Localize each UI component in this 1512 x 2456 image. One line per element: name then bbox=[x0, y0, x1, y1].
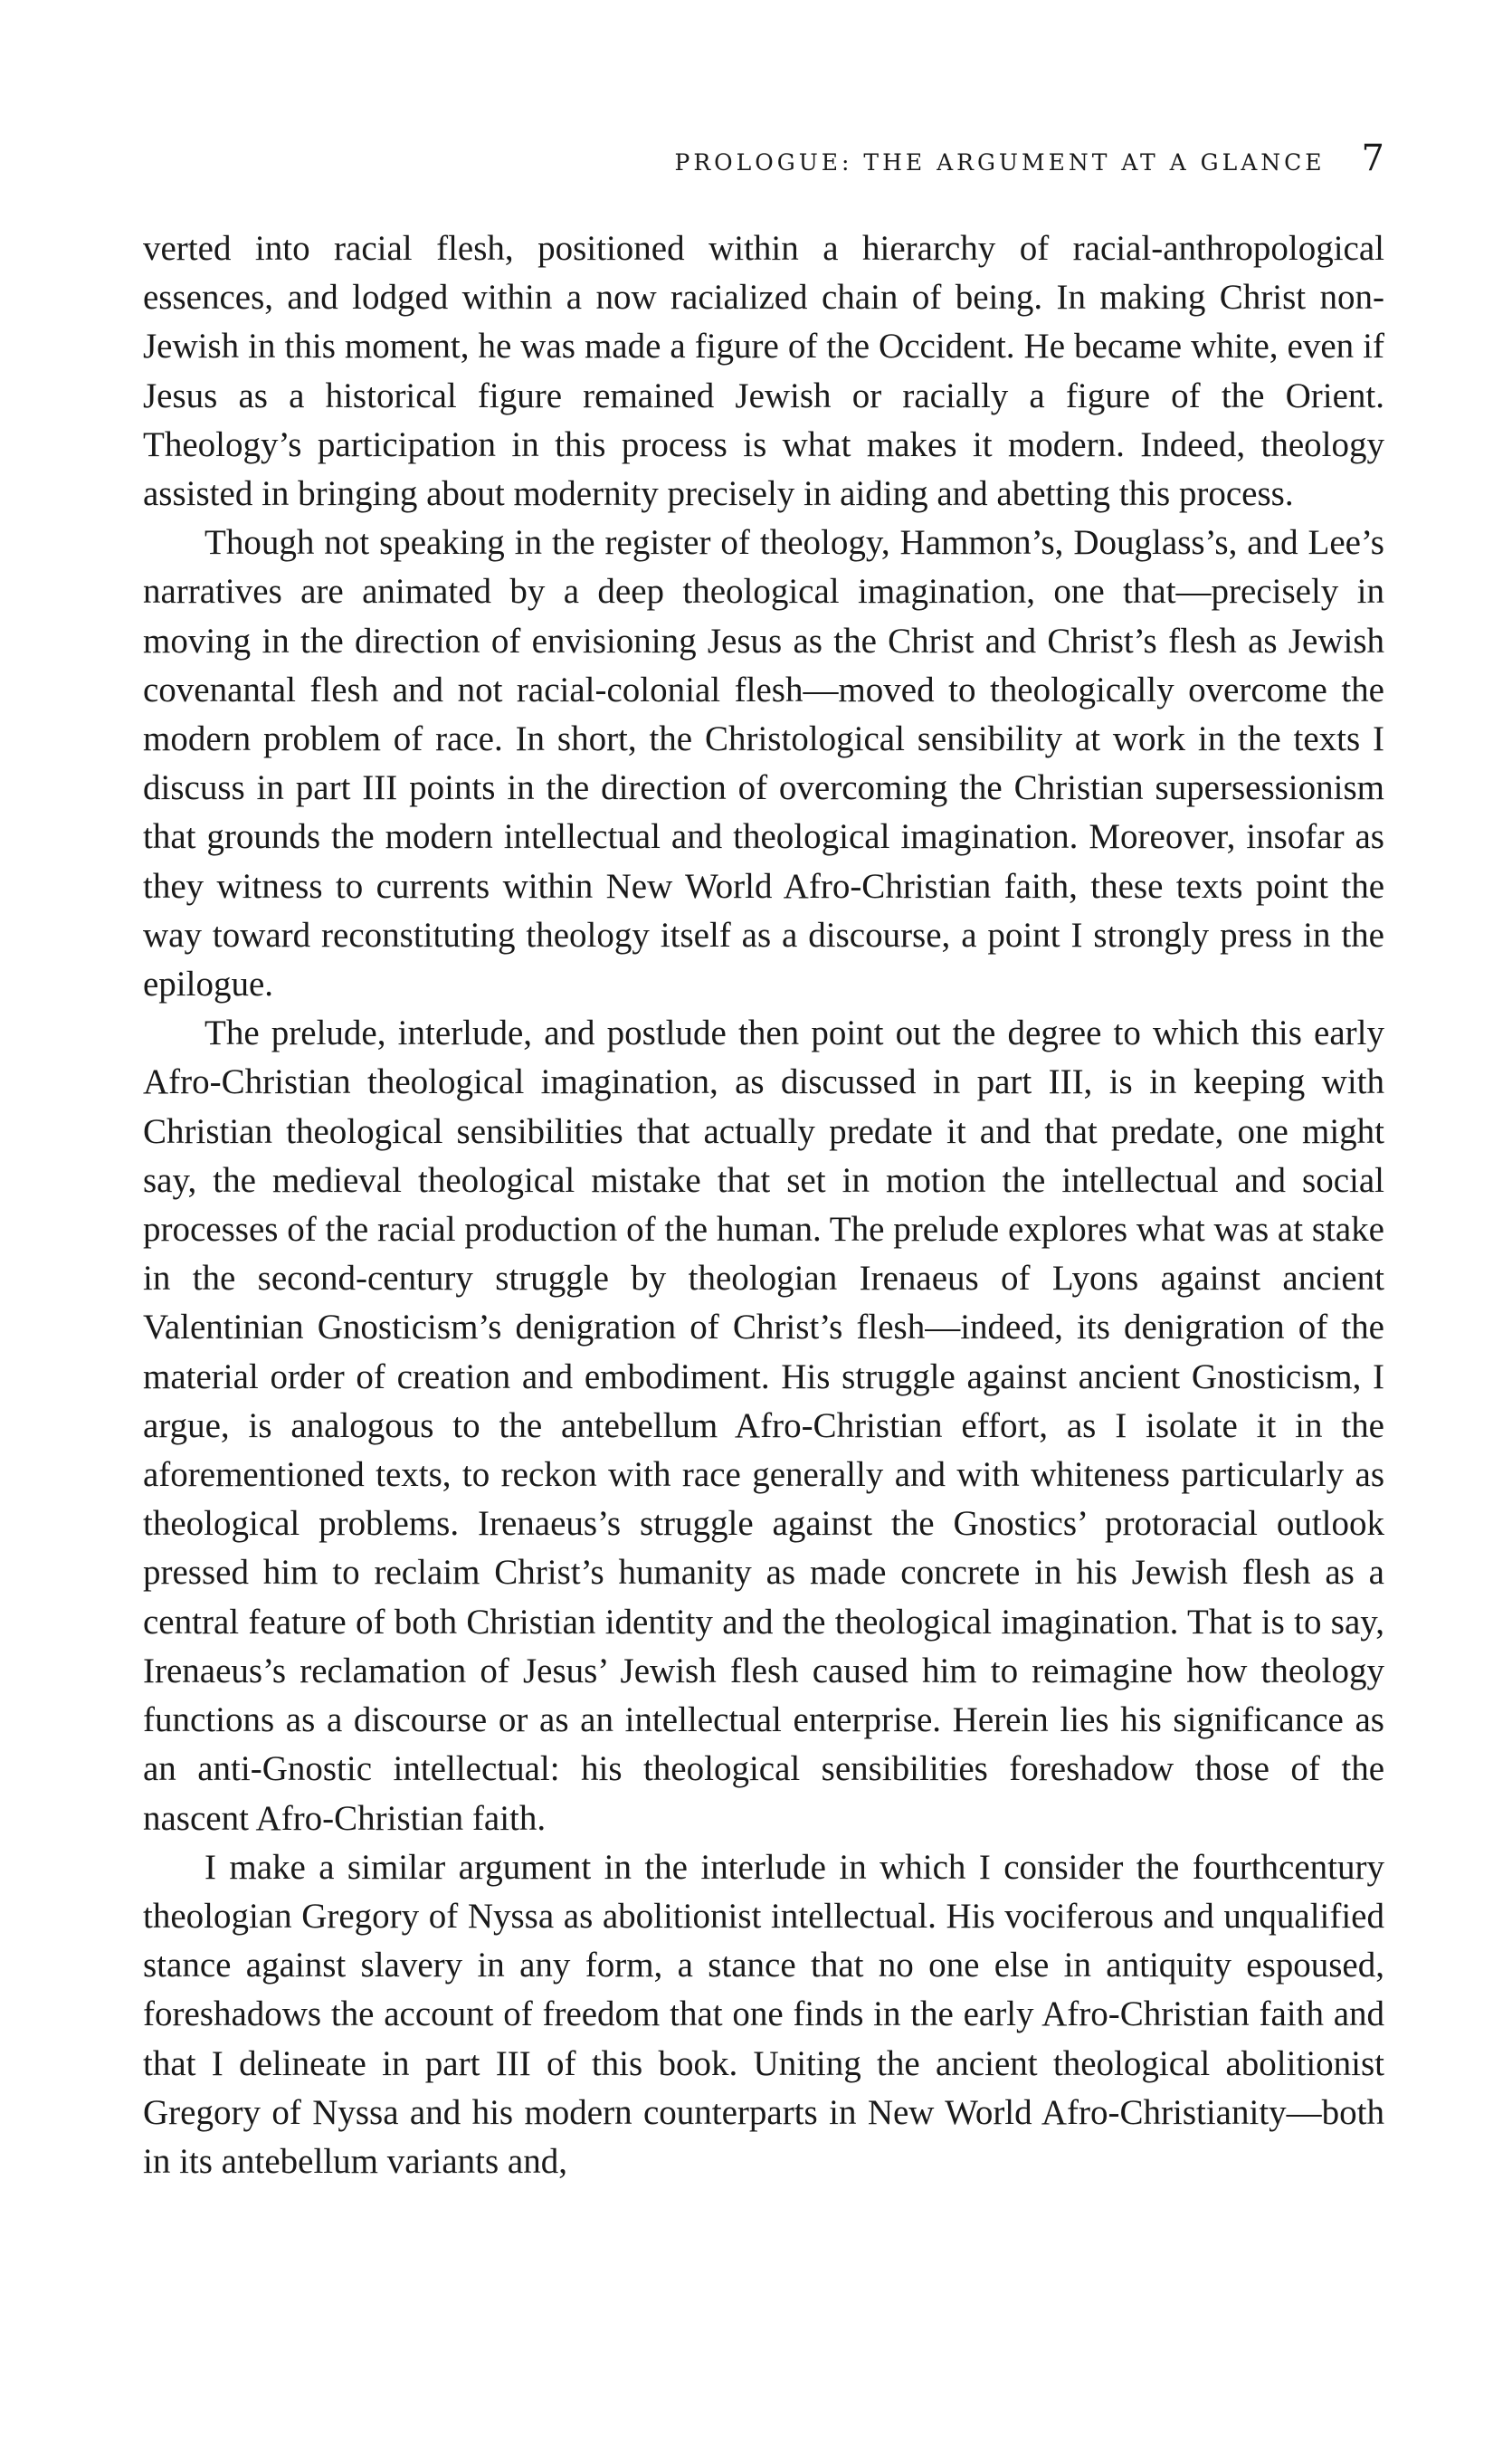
paragraph: Though not speaking in the register of theology, Hammon’s, Douglass’s, and Lee’s narratives are animated by a deep theological imagination, one that—precisely in moving in the direction of envisioning Jesus as the Christ and Christ’s flesh as Jewish covenantal flesh and not racial-colonial flesh—moved to theologically overcome the modern problem of race. In short, the Christological sensibility at work in the texts I discuss in part III points in the direction of overcoming the Christian supersessionism that grounds the modern intellectual and theological imagination. Moreover, insofar as they witness to currents within New World Afro-Christian faith, these texts point the way toward reconstituting theology itself as a discourse, a point I strongly press in the epilogue. bbox=[143, 523, 1384, 1004]
running-head bbox=[143, 138, 1384, 183]
paragraph: The prelude, interlude, and postlude then point out the degree to which this early Afro-Christian theological imagination, as discussed in part III, is in keeping with Christian theological sensibilities that actually predate it and that predate, one might say, the medieval theological mistake that set in motion the intellectual and social processes of the racial production of the human. The prelude explores what was at stake in the second-century struggle by theologian Irenaeus of Lyons against ancient Valentinian Gnosticism’s denigration of Christ’s flesh—indeed, its denigration of the material order of creation and embodiment. His struggle against ancient Gnosticism, I argue, is analogous to the antebellum Afro-Christian effort, as I isolate it in the aforementioned texts, to reckon with race generally and with whiteness particularly as theological problems. Irenaeus’s struggle against the Gnostics’ protoracial outlook pressed him to reclaim Christ’s humanity as made concrete in his Jewish flesh as a central feature of both Christian identity and the theological imagination. That is to say, Irenaeus’s reclamation of Jesus’ Jewish flesh caused him to reimagine how theology functions as a discourse or as an intellectual enterprise. Herein lies his significance as an anti-Gnostic intellectual: his theological sensibilities foreshadow those of the nascent Afro-Christian faith. bbox=[143, 1014, 1384, 1838]
paragraph: verted into racial flesh, positioned within a hierarchy of racial-anthropological essences, and lodged within a now racialized chain of being. In making Christ non-Jewish in this moment, he was made a figure of the Occident. He became white, even if Jesus as a historical figure remained Jewish or racially a figure of the Orient. Theology’s participation in this process is what makes it modern. Indeed, theology assisted in bringing about modernity precisely in aiding and abetting this process. bbox=[143, 229, 1384, 514]
body-text bbox=[143, 224, 1384, 2186]
page-number: 7 bbox=[1361, 138, 1384, 179]
running-head-title: PROLOGUE: THE ARGUMENT AT A GLANCE bbox=[674, 149, 1326, 176]
paragraph: I make a similar argument in the interlude in which I consider the fourthcentury theologian Gregory of Nyssa as abolitionist intellectual. His vociferous and unqualified stance against slavery in any form, a stance that no one else in antiquity espoused, foreshadows the account of freedom that one finds in the early Afro-Christian faith and that I delineate in part III of this book. Uniting the ancient theological abolitionist Gregory of Nyssa and his modern counterparts in New World Afro-Christianity—both in its antebellum variants and, bbox=[143, 1847, 1384, 2181]
